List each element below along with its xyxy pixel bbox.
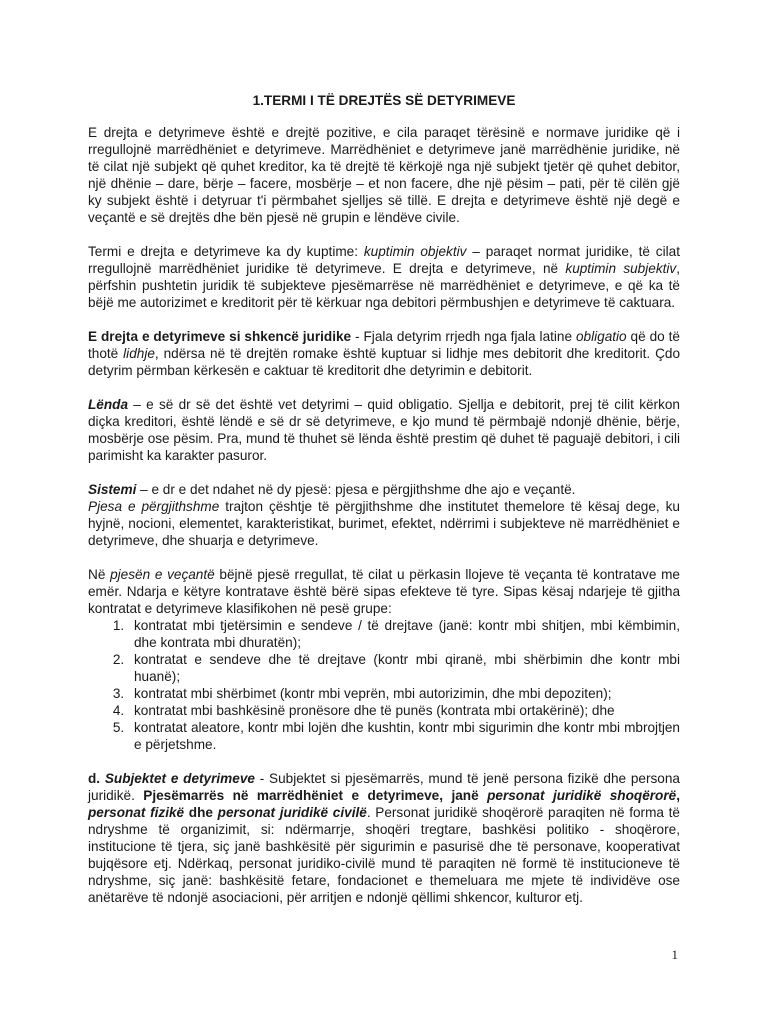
text-segment: Në — [88, 567, 111, 582]
text-segment: - Subjektet si pjesëmarrës, mund të jenë persona fizikë dhe persona juridikë. — [88, 771, 680, 803]
page-number: 1 — [671, 947, 678, 962]
italic-term: Pjesa e përgjithshme — [88, 499, 220, 514]
bold-italic-term: personat juridikë shoqërorë — [487, 788, 677, 803]
italic-term: kuptimin subjektiv — [565, 261, 677, 276]
bold-text: dhe — [184, 805, 218, 820]
text-segment: – e dr e det ndahet në dy pjesë: pjesa e përgjithshme dhe ajo e veçantë. — [136, 482, 576, 497]
list-item: 1. kontratat mbi tjetërsimin e sendeve / të drejtave (janë: kontr mbi shitjen, mbi këmbimin, dhe kontrata mbi dhuratën); — [128, 617, 680, 651]
bold-text: Pjesëmarrës në marrëdhëniet e detyrimeve, janë — [143, 788, 488, 803]
text-segment: , përfshin pushtetin juridik të subjekteve pjesëmarrëse në marrëdhëniet e detyrimeve, e që ka të bëjë me autorizimet e kreditorit për të kërkuar nga debitori përmbushjen e detyrimeve të caktuara. — [88, 261, 680, 310]
page-title: 1.TERMI I TË DREJTËS SË DETYRIMEVE — [252, 93, 516, 108]
text-segment: – paraqet normat juridike, të cilat rregullojnë marrëdhëniet juridike të detyrimeve. E drejta e detyrimeve, në — [88, 244, 680, 276]
text-segment: - Fjala detyrim rrjedh nga fjala latine — [351, 329, 576, 344]
bold-italic-term: personat juridikë civilë — [217, 805, 367, 820]
text-segment: bëjnë pjesë rregullat, të cilat u përkasin llojeve të veçanta të kontratave me emër. Ndarja e këtyre kontratave është bërë sipas efekteve të tyre. Sipas kësaj ndarjeje të gjitha kontratat e detyrimeve klasifikohen në pesë grupe: — [88, 567, 680, 616]
paragraph-term-meanings — [88, 243, 680, 311]
paragraph-subjects — [88, 770, 680, 906]
paragraph-definition — [88, 124, 680, 226]
paragraph-system — [88, 481, 680, 549]
bold-italic-heading: Lënda — [88, 397, 129, 412]
italic-term: obligatio — [575, 329, 627, 344]
paragraph-subject-matter — [88, 396, 680, 464]
italic-term: kuptimin objektiv — [363, 244, 467, 259]
text-segment: , ndërsa në të drejtën romake është kuptuar si lidhje mes debitorit dhe kreditorit. Çdo detyrim përmban kërkesën e caktuar të kreditorit dhe detyrimin e debitorit. — [88, 346, 681, 378]
paragraph-text: E drejta e detyrimeve është e drejtë pozitive, e cila paraqet tërësinë e normave juridike që i rregullojnë marrëdhëniet e detyrimeve. Marrëdhëniet e detyrimeve janë marrëdhënie juridike, në të cilat një subjekt që quhet kreditor, ka të drejtë të kërkojë nga një subjekt tjetër që quhet debitor, një dhënie – dare, bërje – facere, mosbërje – et non facere, dhe një pësim – pati, për të cilën gjë ky subjekt është i detyruar t'i përmbahet sjelljes së tillë. E drejta e detyrimeve është një degë e veçantë e së drejtës dhe bën pjesë në grupin e lëndëve civile. — [88, 125, 680, 225]
bold-italic-term: personat fizikë — [88, 805, 185, 820]
bold-text: d. — [88, 771, 105, 786]
text-segment: që do të thotë — [88, 329, 680, 361]
list-item: 2. kontratat e sendeve dhe të drejtave (kontr mbi qiranë, mbi shërbimin dhe kontr mbi huanë); — [128, 651, 680, 685]
bold-italic-heading: Sistemi — [88, 482, 137, 497]
contract-groups-list — [88, 617, 680, 753]
italic-term: pjesën e veçantë — [110, 567, 215, 582]
paragraph-special-part — [88, 566, 680, 617]
text-segment: . Personat juridikë shoqërorë paraqiten në forma të ndryshme të organizimit, si: ndërmarrje, shoqëri tregtare, bashkësi politiko - shoqërore, institucione të tjera, siç janë bashkësitë për sigurimin e pasurisë dhe të personave, kooperativat bujqësore etj. Ndërkaq, personat juridiko-civilë mund të paraqiten në formë të institucioneve të ndryshme, siç janë: bashkësitë fetare, fondacionet e themeluara me mjete të individëve ose anëtarëve të ndonjë asociacioni, për arritjen e ndonjë qëllimi shkencor, kulturor etj. — [88, 805, 680, 905]
paragraph-science — [88, 328, 680, 379]
text-segment: Termi e drejta e detyrimeve ka dy kuptime: — [88, 244, 364, 259]
list-item: 3. kontratat mbi shërbimet (kontr mbi veprën, mbi autorizimin, dhe mbi depoziten); — [128, 685, 680, 702]
text-segment: trajton çështje të përgjithshme dhe institutet themelore të kësaj dege, ku hyjnë, nocioni, elementet, karakteristikat, burimet, efektet, ndërrimi i subjekteve në marrëdhëniet e detyrimeve, dhe shuarja e detyrimeve. — [88, 499, 680, 548]
text-segment: – e së dr së det është vet detyrimi – quid obligatio. Sjellja e debitorit, prej të cilit kërkon diçka kreditori, është lëndë e së dr së detyrimeve, e kjo mund të përmbajë ndonjë dhënie, bërje, mosbërje ose pësim. Pra, mund të thuhet së lënda është prestim që duhet të paguajë debitori, i cili parimisht ka karakter pasuror. — [88, 397, 680, 463]
bold-text: , — [676, 788, 680, 803]
bold-italic-heading: Subjektet e detyrimeve — [104, 771, 255, 786]
bold-heading: E drejta e detyrimeve si shkencë juridike — [88, 329, 352, 344]
list-item: 4. kontratat mbi bashkësinë pronësore dhe të punës (kontrata mbi ortakërinë); dhe — [128, 702, 680, 719]
list-item: 5. kontratat aleatore, kontr mbi lojën dhe kushtin, kontr mbi sigurimin dhe kontr mbi mbrojtjen e përjetshme. — [128, 719, 680, 753]
italic-term: lidhje — [123, 346, 155, 361]
